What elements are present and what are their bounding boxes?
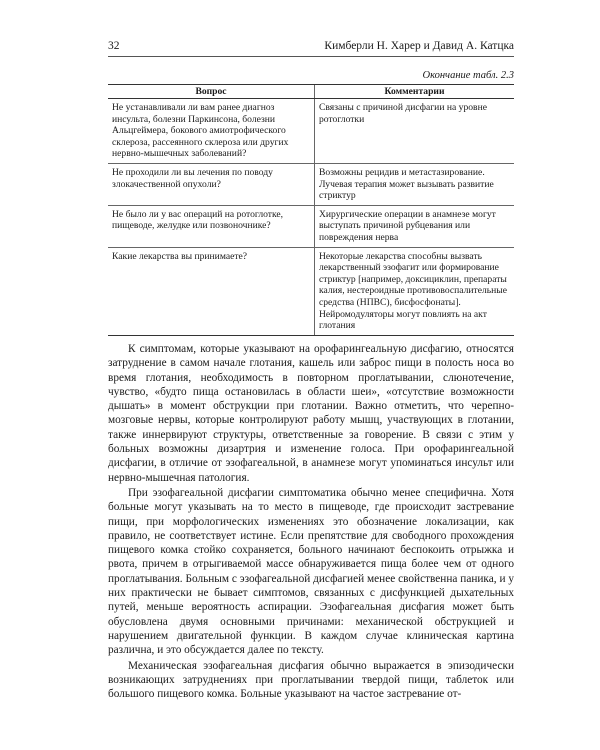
paragraph-mechanical-dysphagia: Механическая эзофагеальная дисфагия обычно выражается в эпизодически возникающих затруднениях при проглатывании твердой пищи, таблеток или большого пищевого комка. Больные указывают на частое застревание от- xyxy=(108,659,514,701)
table-cell-question: Не было ли у вас операций на ротоглотке, пищеводе, желудке или позвоночнике? xyxy=(108,205,315,247)
table-cell-question: Не устанавливали ли вам ранее диагноз инсульта, болезни Паркинсона, болезни Альцгеймера, бокового амиотрофического склероза, рассеянного склероза или других нервно-мышечных заболеваний? xyxy=(108,99,315,164)
column-header-comments: Комментарии xyxy=(315,85,515,99)
table-row xyxy=(108,99,514,164)
table-caption: Окончание табл. 2.3 xyxy=(422,70,514,81)
table-cell-comment: Некоторые лекарства способны вызвать лекарственный эзофагит или формирование стриктур [например, доксициклин, препараты калия, нестероидные противовоспалительные средства (НПВС), бисфосфонаты]. Нейромодуляторы могут повлиять на акт глотания xyxy=(315,247,515,335)
column-header-question: Вопрос xyxy=(108,85,315,99)
table-header-row xyxy=(108,85,514,99)
table-cell-question: Какие лекарства вы принимаете? xyxy=(108,247,315,335)
table-row xyxy=(108,163,514,205)
table-cell-comment: Связаны с причиной дисфагии на уровне ротоглотки xyxy=(315,99,515,164)
table-row xyxy=(108,205,514,247)
table-cell-comment: Возможны рецидив и метастазирование. Лучевая терапия может вызывать развитие стриктур xyxy=(315,163,515,205)
body-text xyxy=(108,342,514,701)
table-row xyxy=(108,247,514,335)
questions-table xyxy=(108,84,514,336)
table-cell-question: Не проходили ли вы лечения по поводу злокачественной опухоли? xyxy=(108,163,315,205)
table-cell-comment: Хирургические операции в анамнезе могут выступать причиной рубцевания или повреждения нерва xyxy=(315,205,515,247)
page-number: 32 xyxy=(108,40,120,52)
paragraph-esophageal-dysphagia: При эзофагеальной дисфагии симптоматика обычно менее специфична. Хотя больные могут указывать на то место в пищеводе, где происходит застревание пищи, при морфологических изменениях это обозначение локализации, как правило, не соответствует истине. Если препятствие для свободного прохождения пищевого комка стойко сохраняется, больного начинают беспокоить отрыжка и рвота, причем в отрыгиваемой массе обнаруживается пища более чем от одного проглатывания. Больным с эзофагеальной дисфагией менее свойственна паника, и у них практически не бывает симптомов, связанных с дисфункцией дыхательных путей, меньше вероятность аспирации. Эзофагеальная дисфагия может быть обусловлена двумя основными причинами: механической обструкцией и нарушением двигательной функции. В каждом случае клиническая картина различна, и это обсуждается далее по тексту. xyxy=(108,486,514,657)
paragraph-oropharyngeal-symptoms: К симптомам, которые указывают на орофарингеальную дисфагию, относятся затруднение в самом начале глотания, кашель или заброс пищи в полость носа во время глотания, необходимость в повторном проглатывании, слюнотечение, чувство, «будто пища остановилась в области шеи», «отсутствие возможности дышать» в момент обструкции при глотании. Важно отметить, что черепно-мозговые нервы, которые контролируют работу мышц, участвующих в глотании, также иннервируют структуры, ответственные за говорение. В связи с этим у больных возможны дизартрия и изменение голоса. При орофарингеальной дисфагии, в отличие от эзофагеальной, в анамнезе могут упоминаться инсульт или нервно-мышечная патология. xyxy=(108,343,514,484)
running-header xyxy=(108,40,514,57)
running-header-authors: Кимберли Н. Харер и Давид А. Катцка xyxy=(324,40,514,52)
